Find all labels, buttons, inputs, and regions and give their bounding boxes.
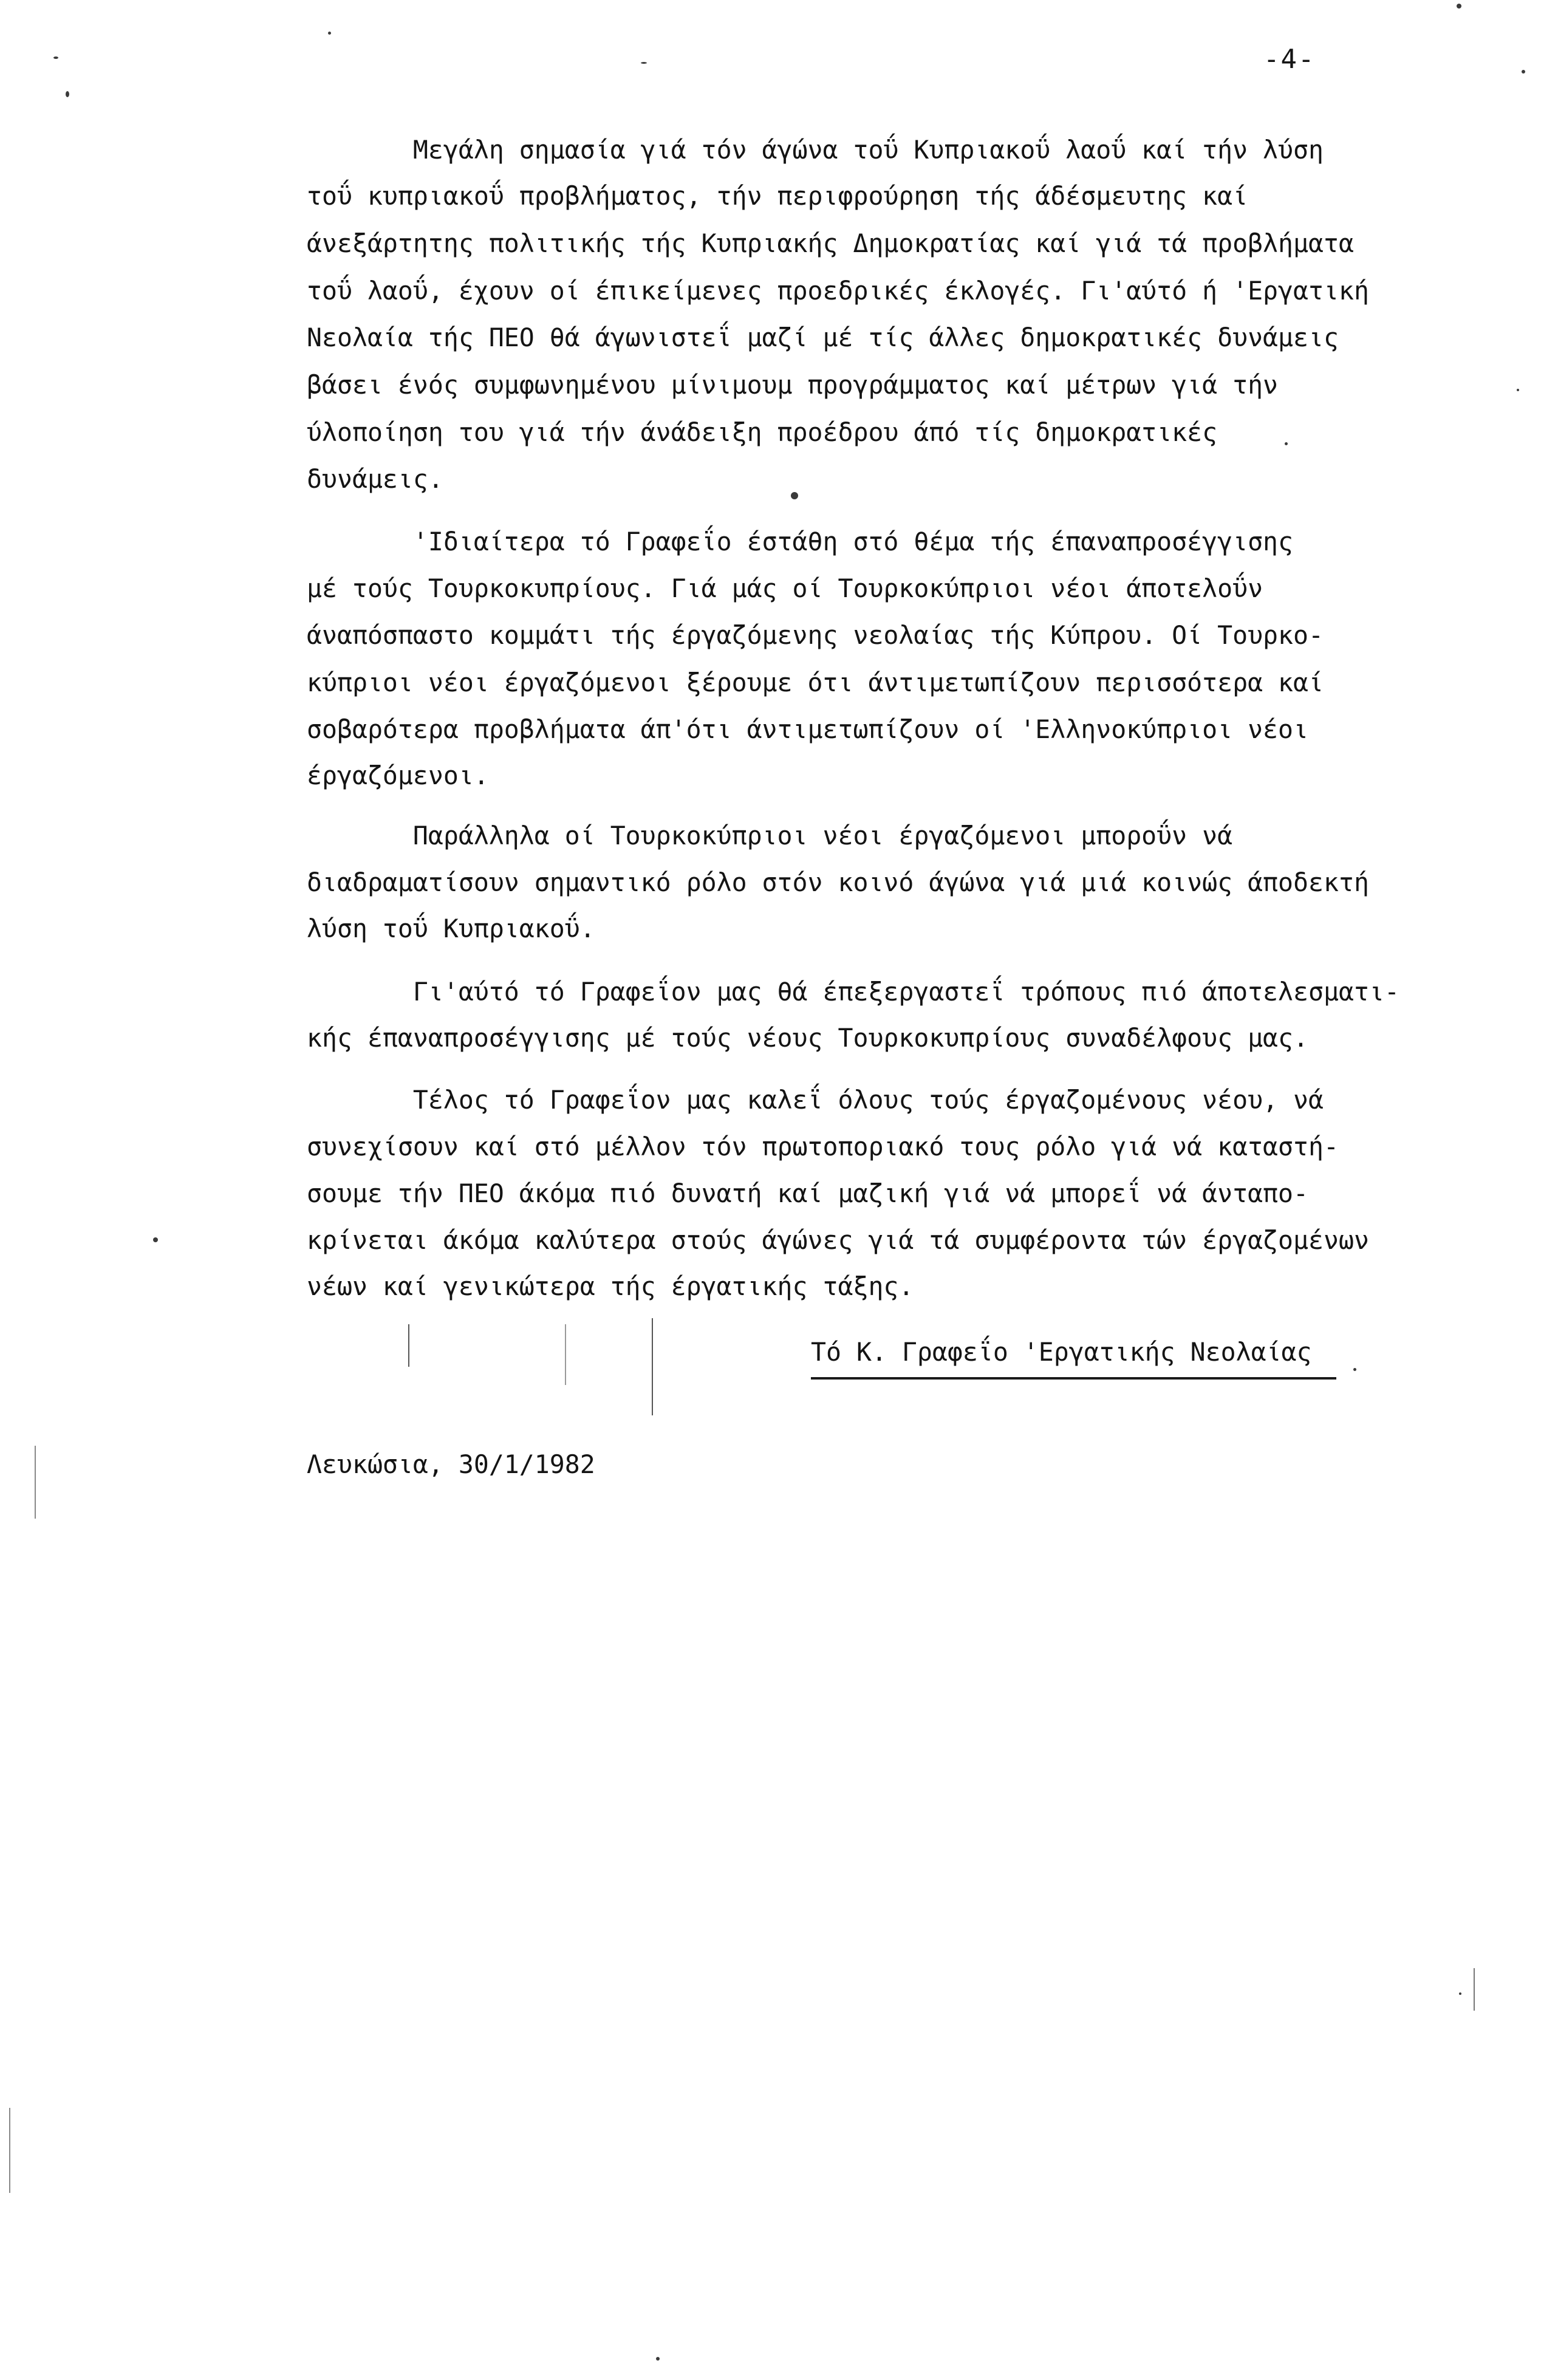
body-line: Γι'αύτό τό Γραφεΐον μας θά έπεξεργαστεΐ τρόπους πιό άποτελεσματι- [307, 977, 1399, 1007]
scan-mark [408, 1324, 409, 1367]
signature: Τό Κ. Γραφεΐο 'Εργατικής Νεολαίας [811, 1337, 1312, 1367]
dateline: Λευκώσια, 30/1/1982 [307, 1449, 595, 1479]
body-line: Νεολαία τής ΠΕΟ θά άγωνιστεΐ μαζί μέ τίς άλλες δημοκρατικές δυνάμεις [307, 323, 1339, 352]
scan-speck [1353, 1368, 1356, 1371]
scan-speck [1457, 4, 1461, 9]
signature-underline [811, 1377, 1336, 1380]
scan-speck [1285, 442, 1288, 445]
body-line: διαδραματίσουν σημαντικό ρόλο στόν κοινό άγώνα γιά μιά κοινώς άποδεκτή [307, 867, 1369, 897]
page-number: -4- [1263, 44, 1316, 75]
scan-speck [328, 32, 331, 35]
scan-speck [1522, 70, 1525, 74]
scan-mark [565, 1324, 566, 1385]
body-line: νέων καί γενικώτερα τής έργατικής τάξης. [307, 1271, 914, 1301]
body-line: ύλοποίηση του γιά τήν άνάδειξη προέδρου άπό τίς δημοκρατικές [307, 417, 1218, 447]
body-line: τοΰ κυπριακοΰ προβλήματος, τήν περιφρούρηση τής άδέσμευτης καί [307, 181, 1248, 211]
scan-speck [53, 56, 58, 59]
body-line: άναπόσπαστο κομμάτι τής έργαζόμενης νεολαίας τής Κύπρου. Οί Τουρκο- [307, 620, 1324, 650]
scan-mark [9, 2108, 10, 2193]
scan-speck [791, 492, 798, 499]
scan-speck [656, 2357, 660, 2361]
scan-speck [1459, 1992, 1461, 1995]
scan-speck [641, 62, 647, 64]
body-line: συνεχίσουν καί στό μέλλον τόν πρωτοποριακό τους ρόλο γιά νά καταστή- [307, 1132, 1339, 1161]
body-line: μέ τούς Τουρκοκυπρίους. Γιά μάς οί Τουρκοκύπριοι νέοι άποτελοΰν [307, 573, 1263, 603]
body-line: τοΰ λαοΰ, έχουν οί έπικείμενες προεδρικές έκλογές. Γι'αύτό ή 'Εργατική [307, 276, 1369, 306]
body-line: σουμε τήν ΠΕΟ άκόμα πιό δυνατή καί μαζική γιά νά μπορεΐ νά άνταπο- [307, 1178, 1309, 1208]
body-line: κρίνεται άκόμα καλύτερα στούς άγώνες γιά τά συμφέροντα τών έργαζομένων [307, 1225, 1369, 1255]
body-line: κής έπαναπροσέγγισης μέ τούς νέους Τουρκοκυπρίους συναδέλφους μας. [307, 1023, 1309, 1053]
body-line: δυνάμεις. [307, 464, 443, 494]
scan-speck [1517, 389, 1519, 391]
body-line: 'Ιδιαίτερα τό Γραφεΐο έστάθη στό θέμα τής έπαναπροσέγγισης [307, 527, 1294, 556]
body-line: άνεξάρτητης πολιτικής τής Κυπριακής Δημοκρατίας καί γιά τά προβλήματα [307, 228, 1354, 258]
body-line: έργαζόμενοι. [307, 761, 489, 790]
scan-mark [35, 1446, 36, 1519]
scan-mark [652, 1318, 653, 1415]
scan-speck [153, 1237, 158, 1242]
body-line: λύση τοΰ Κυπριακοΰ. [307, 914, 595, 943]
body-line: σοβαρότερα προβλήματα άπ'ότι άντιμετωπίζουν οί 'Ελληνοκύπριοι νέοι [307, 714, 1309, 744]
body-line: Παράλληλα οί Τουρκοκύπριοι νέοι έργαζόμενοι μποροΰν νά [307, 821, 1233, 850]
scan-mark [1474, 1968, 1475, 2011]
body-line: βάσει ένός συμφωνημένου μίνιμουμ προγράμματος καί μέτρων γιά τήν [307, 370, 1279, 400]
body-line: κύπριοι νέοι έργαζόμενοι ξέρουμε ότι άντιμετωπίζουν περισσότερα καί [307, 668, 1324, 697]
scan-speck [66, 91, 69, 97]
body-line: Τέλος τό Γραφεΐον μας καλεΐ όλους τούς έργαζομένους νέου, νά [307, 1085, 1324, 1115]
body-line: Μεγάλη σημασία γιά τόν άγώνα τοΰ Κυπριακοΰ λαοΰ καί τήν λύση [307, 135, 1324, 165]
